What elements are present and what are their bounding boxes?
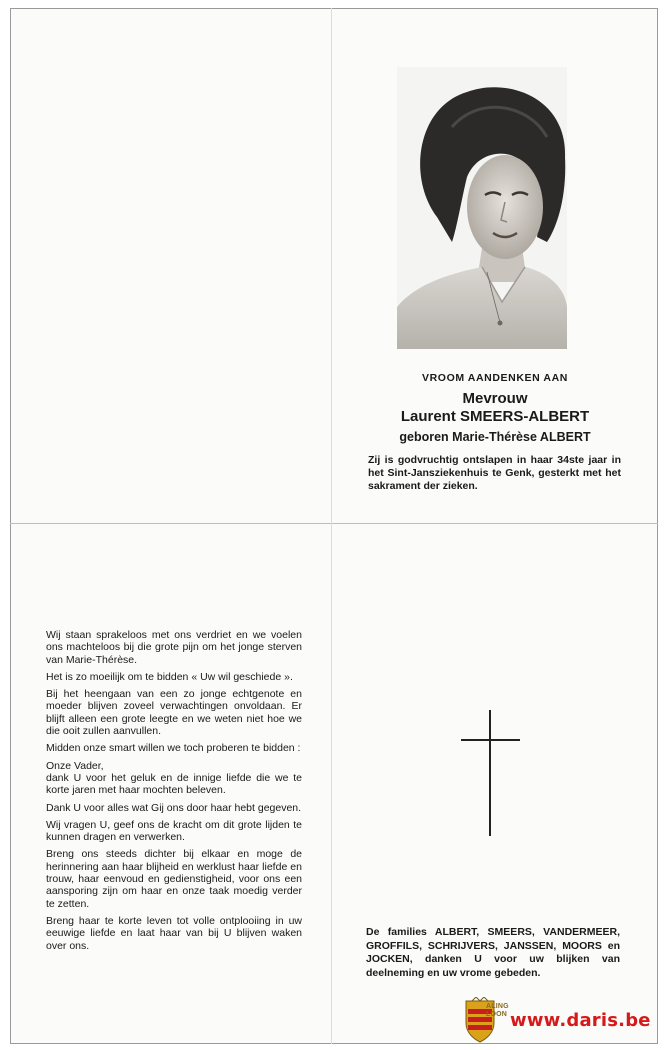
fold-line-vertical <box>331 8 332 1044</box>
family-thanks: De families ALBERT, SMEERS, VANDERMEER, GROFFILS, SCHRIJVERS, JANSSEN, MOORS en JOCKEN, danken U voor uw blijken van deelneming en uw vrome gebeden. <box>366 926 620 979</box>
deceased-name: Laurent SMEERS-ALBERT <box>400 408 590 425</box>
birth-name: geboren Marie-Thérèse ALBERT <box>399 430 591 444</box>
fold-line-horizontal <box>10 523 658 524</box>
prayer-paragraph: Wij staan sprakeloos met ons verdriet en we voelen ons machteloos bij die grote pijn om het jonge sterven van Marie-Thérèse. <box>46 629 302 666</box>
prayer-paragraph: Wij vragen U, geef ons de kracht om dit grote lijden te kunnen dragen en verwerken. <box>46 818 302 844</box>
prayer-paragraph: Onze Vader, <box>46 759 104 772</box>
watermark-url: www.daris.be <box>510 1010 651 1031</box>
title-prefix: Mevrouw <box>462 390 528 407</box>
portrait-photo <box>397 67 567 349</box>
prayer-paragraph: Dank U voor alles wat Gij ons door haar hebt gegeven. <box>46 801 302 814</box>
prayer-paragraph: Het is zo moeilijk om te bidden « Uw wil geschiede ». <box>46 670 293 683</box>
logo-text: ALING LOON <box>486 1003 509 1018</box>
card-heading: VROOM AANDENKEN AAN <box>422 372 568 384</box>
prayer-paragraph: dank U voor het geluk en de innige liefde die we te korte jaren met haar mochten beleven. <box>46 771 302 797</box>
prayer-paragraph: Breng ons steeds dichter bij elkaar en moge de herinnering aan haar blijheid en werklust haar liefde en trouw, haar eenvoud en gedienstigheid, voor ons een aansporing zijn om haar en onze taak moedig verder te zetten. <box>46 848 302 910</box>
prayer-paragraph: Midden onze smart willen we toch proberen te bidden : <box>46 742 301 755</box>
prayer-paragraph: Breng haar te korte leven tot volle ontplooiing in uw eeuwige liefde en laat haar van bij U blijven waken over ons. <box>46 914 302 952</box>
death-info: Zij is godvruchtig ontslapen in haar 34ste jaar in het Sint-Jansziekenhuis te Genk, gesterkt met het sakrament der zieken. <box>368 454 621 492</box>
prayer-text <box>46 629 302 957</box>
prayer-paragraph: Bij het heengaan van een zo jonge echtgenote en moeder blijven zoveel verwachtingen onvoldaan. Er blijft alleen een grote leegte en we weten niet hoe we die ooit zullen aanvullen. <box>46 688 302 738</box>
